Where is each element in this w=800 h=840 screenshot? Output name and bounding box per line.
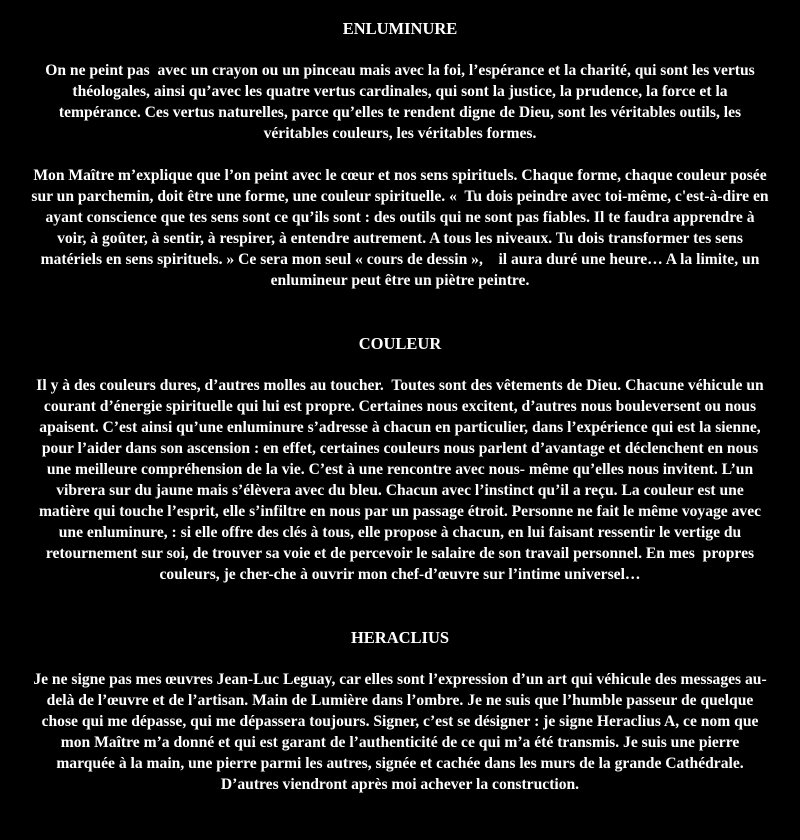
paragraph-enluminure-2: Mon Maître m’explique que l’on peint avec le cœur et nos sens spirituels. Chaque forme, chaque couleur posée sur un parchemin, doit être une forme, une couleur spirituelle. « Tu dois peindre avec toi-même, c'est-à-dire en ayant conscience que tes sens sont ce qu’ils sont : des outils qui ne sont pas fiables. Il te faudra apprendre à voir, à goûter, à sentir, à respirer, à entendre autrement. A tous les niveaux. Tu dois transformer tes sens matériels en sens spirituels. » Ce sera mon seul « cours de dessin », il aura duré une heure… A la limite, un enlumineur peut être un piètre peintre. (31, 167, 773, 289)
spacer (30, 585, 770, 606)
spacer (30, 606, 770, 627)
section-title-heraclius: HERACLIUS (350, 628, 450, 647)
section-title-couleur: COULEUR (358, 334, 442, 353)
spacer (30, 354, 770, 375)
spacer (30, 312, 770, 333)
spacer (30, 39, 770, 60)
spacer (30, 291, 770, 312)
spacer (30, 648, 770, 669)
paragraph-couleur-1: Il y à des couleurs dures, d’autres molles au toucher. Toutes sont des vêtements de Dieu. Chacune véhicule un courant d’énergie spirituelle qui lui est propre. Certaines nous excitent, d’autres nous bouleversent ou nous apaisent. C’est ainsi qu’une enluminure s’adresse à chacun en particulier, dans l’expérience qui est la sienne, pour l’aider dans son ascension : en effet, certaines couleurs nous parlent d’avantage et déclenchent en nous une meilleure compréhension de la vie. C’est à une rencontre avec nous- même qu’elles nous invitent. L’un vibrera sur du jaune mais s’élèvera avec du bleu. Chacun avec l’instinct qu’il a reçu. La couleur est une matière qui touche l’esprit, elle s’infiltre en nous par un passage étroit. Personne ne fait le même voyage avec une enluminure, : si elle offre des clés à tous, elle propose à chacun, en lui faisant ressentir le vertige du retournement sur soi, de trouver sa voie et de percevoir le salaire de son travail personnel. En mes propres couleurs, je cher-che à ouvrir mon chef-d’œuvre sur l’intime universel… (36, 377, 768, 583)
spacer (30, 144, 770, 165)
paragraph-enluminure-1: On ne peint pas avec un crayon ou un pinceau mais avec la foi, l’espérance et la charité, qui sont les vertus théologales, ainsi qu’avec les quatre vertus cardinales, qui sont la justice, la prudence, la force et la tempérance. Ces vertus naturelles, parce qu’elles te rendent digne de Dieu, sont les véritables outils, les véritables couleurs, les véritables formes. (45, 62, 759, 142)
section-title-enluminure: ENLUMINURE (342, 19, 458, 38)
paragraph-heraclius-1: Je ne signe pas mes œuvres Jean-Luc Leguay, car elles sont l’expression d’un art qui véhicule des messages au-delà de l’œuvre et de l’artisan. Main de Lumière dans l’ombre. Je ne suis que l’humble passeur de quelque chose qui me dépasse, qui me dépassera toujours. Signer, c’est se désigner : je signe Heraclius A, ce nom que mon Maître m’a donné et qui est garant de l’authenticité de ce qui m’a été transmis. Je suis une pierre marquée à la main, une pierre parmi les autres, signée et cachée dans les murs de la grande Cathédrale. D’autres viendront après moi achever la construction. (33, 671, 767, 793)
